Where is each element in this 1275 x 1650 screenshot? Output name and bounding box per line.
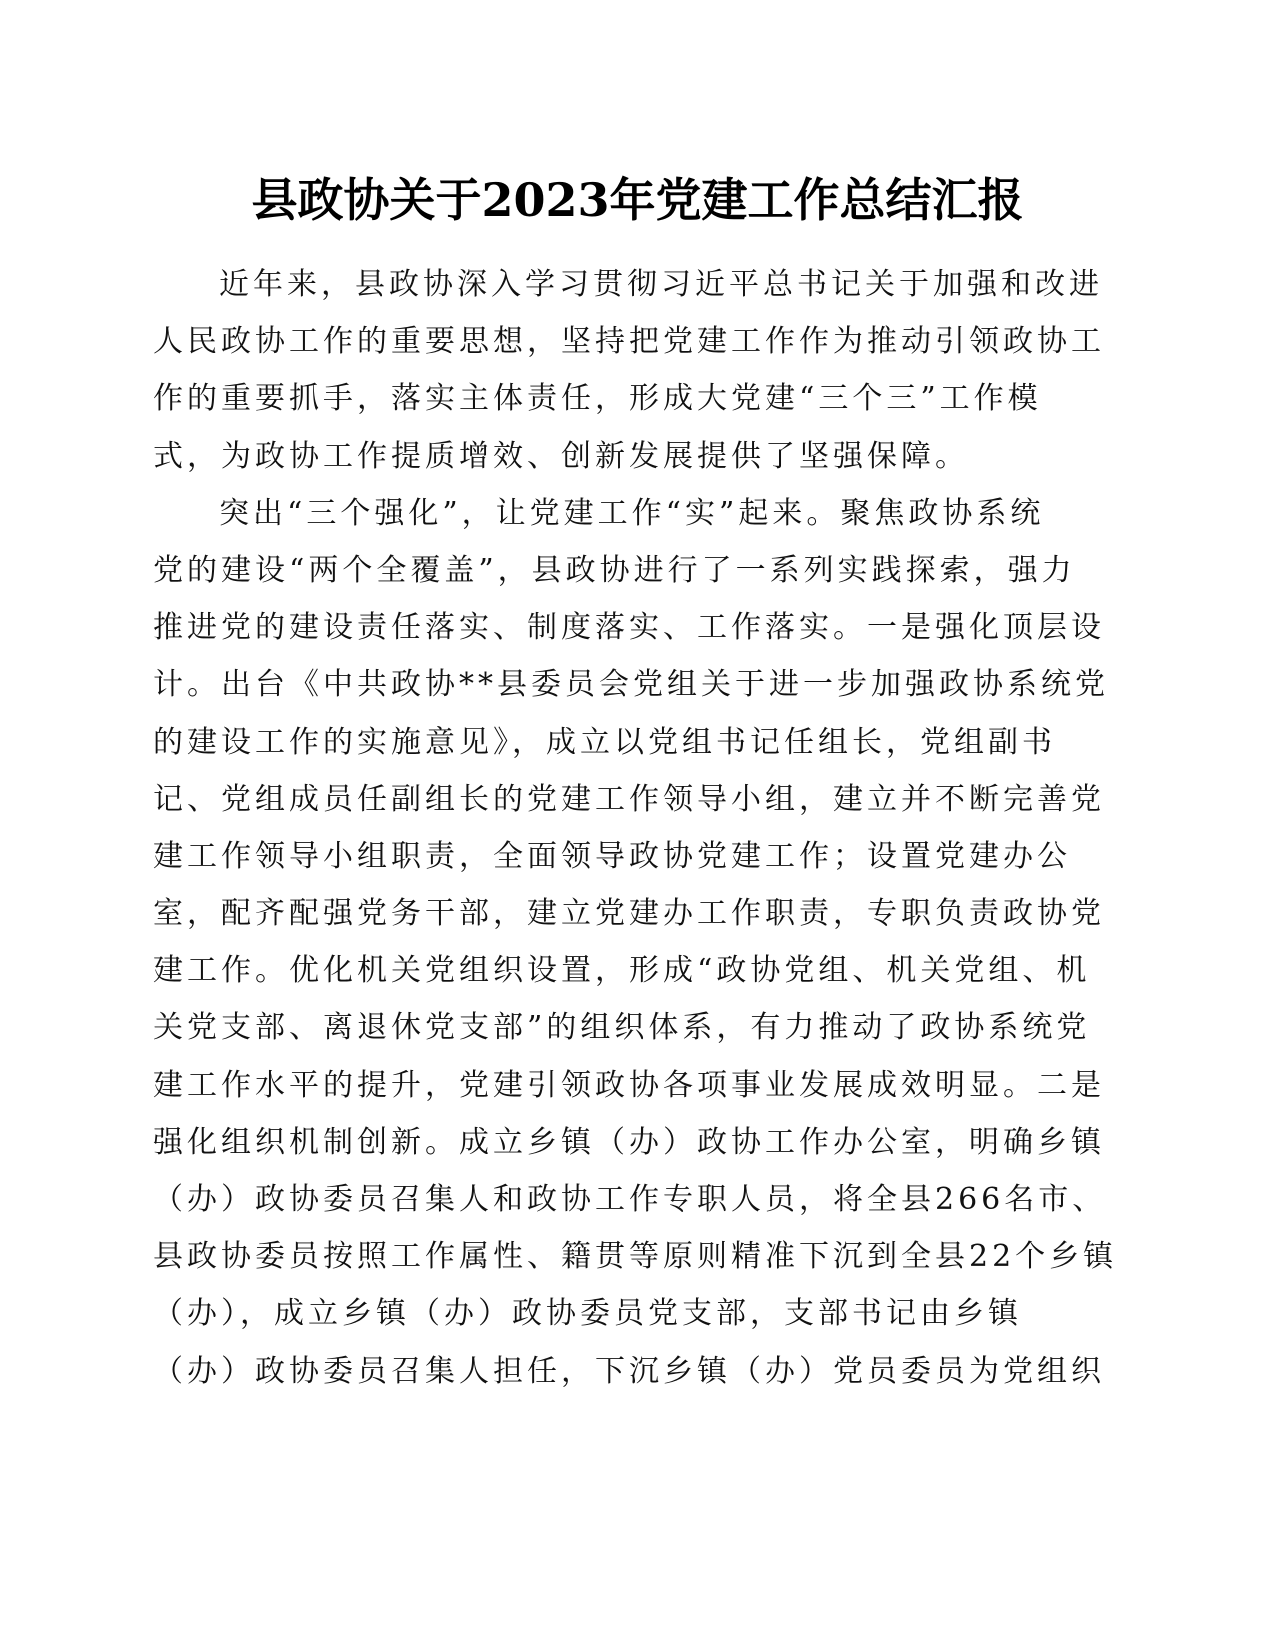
paragraph-2-line-1: 突出“三个强化”，让党建工作“实”起来。聚焦政协系统	[219, 495, 1045, 531]
paragraph-2-line-9: 建工作。优化机关党组织设置，形成“政协党组、机关党组、机	[153, 953, 1091, 989]
paragraph-2-line-6: 记、党组成员任副组长的党建工作领导小组，建立并不断完善党	[153, 781, 1105, 817]
paragraph-1-line-2: 人民政协工作的重要思想，坚持把党建工作作为推动引领政协工	[153, 324, 1105, 360]
paragraph-2-line-14: 县政协委员按照工作属性、籍贯等原则精准下沉到全县22个乡镇	[153, 1239, 1118, 1275]
paragraph-1-line-4: 式，为政协工作提质增效、创新发展提供了坚强保障。	[153, 438, 969, 474]
paragraph-2-line-5: 的建设工作的实施意见》，成立以党组书记任组长，党组副书	[153, 724, 1056, 760]
paragraph-2-line-11: 建工作水平的提升，党建引领政协各项事业发展成效明显。二是	[153, 1067, 1105, 1103]
paragraph-2-line-13: （办）政协委员召集人和政协工作专职人员，将全县266名市、	[153, 1182, 1107, 1217]
paragraph-2-line-7: 建工作领导小组职责，全面领导政协党建工作；设置党建办公	[153, 838, 1071, 874]
paragraph-2-line-12: 强化组织机制创新。成立乡镇（办）政协工作办公室，明确乡镇	[153, 1124, 1105, 1160]
paragraph-2-line-16: （办）政协委员召集人担任，下沉乡镇（办）党员委员为党组织	[153, 1353, 1105, 1389]
paragraph-1-line-3: 作的重要抓手，落实主体责任，形成大党建“三个三”工作模	[153, 381, 1042, 417]
paragraph-2-line-4: 计。出台《中共政协**县委员会党组关于进一步加强政协系统党	[153, 667, 1109, 703]
paragraph-2-line-3: 推进党的建设责任落实、制度落实、工作落实。一是强化顶层设	[153, 610, 1105, 646]
document-body	[153, 256, 1118, 1400]
paragraph-2-line-10: 关党支部、离退休党支部”的组织体系，有力推动了政协系统党	[153, 1010, 1091, 1046]
paragraph-1-line-1: 近年来，县政协深入学习贯彻习近平总书记关于加强和改进	[219, 267, 1103, 302]
paragraph-2-line-15: （办），成立乡镇（办）政协委员党支部，支部书记由乡镇	[153, 1296, 1022, 1332]
document-title: 县政协关于2023年党建工作总结汇报	[251, 173, 1024, 227]
paragraph-2-line-8: 室，配齐配强党务干部，建立党建办工作职责，专职负责政协党	[153, 896, 1105, 932]
paragraph-2-line-2: 党的建设“两个全覆盖”，县政协进行了一系列实践探索，强力	[153, 552, 1076, 588]
